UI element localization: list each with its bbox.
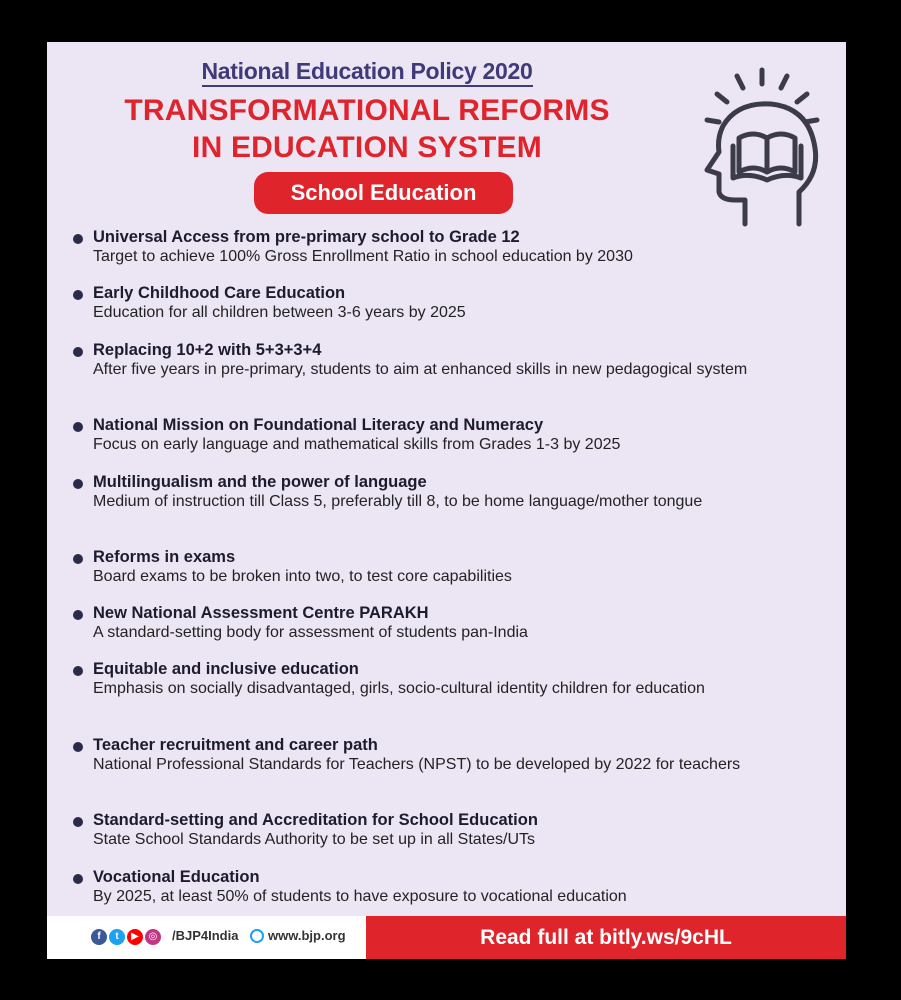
item-title: Universal Access from pre-primary school to Grade 12 <box>93 228 520 246</box>
page-title <box>47 92 687 166</box>
bullet-icon <box>73 874 83 884</box>
list-item <box>67 660 837 698</box>
bullet-icon <box>73 554 83 564</box>
section-badge: School Education <box>254 172 513 214</box>
item-description: A standard-setting body for assessment of students pan-India <box>93 624 528 641</box>
footer-social-bar <box>47 916 366 959</box>
list-item <box>67 811 837 849</box>
item-title: Equitable and inclusive education <box>93 660 359 678</box>
item-title: Teacher recruitment and career path <box>93 736 378 754</box>
bullet-icon <box>73 234 83 244</box>
title-line-1: TRANSFORMATIONAL REFORMS <box>124 94 610 127</box>
item-description: Education for all children between 3-6 years by 2025 <box>93 304 466 321</box>
globe-icon <box>250 929 264 943</box>
instagram-icon[interactable]: ◎ <box>145 929 161 945</box>
bullet-icon <box>73 742 83 752</box>
list-item <box>67 548 837 586</box>
bullet-icon <box>73 422 83 432</box>
item-title: National Mission on Foundational Literacy and Numeracy <box>93 416 544 434</box>
item-description: National Professional Standards for Teachers (NPST) to be developed by 2022 for teachers <box>93 756 741 773</box>
list-item <box>67 416 837 454</box>
facebook-icon[interactable]: f <box>91 929 107 945</box>
item-description: After five years in pre-primary, students to aim at enhanced skills in new pedagogical system <box>93 361 748 378</box>
item-description: State School Standards Authority to be set up in all States/UTs <box>93 831 536 848</box>
list-item <box>67 228 837 266</box>
item-description: Target to achieve 100% Gross Enrollment Ratio in school education by 2030 <box>93 248 633 265</box>
list-item <box>67 284 837 322</box>
bullet-icon <box>73 290 83 300</box>
social-icons <box>91 929 161 946</box>
item-title: Vocational Education <box>93 868 260 886</box>
poster <box>47 42 846 959</box>
website-link[interactable]: www.bjp.org <box>268 928 346 943</box>
twitter-icon[interactable]: t <box>109 929 125 945</box>
item-description: Emphasis on socially disadvantaged, girls, socio-cultural identity children for education <box>93 680 705 697</box>
list-item <box>67 604 837 642</box>
policy-subtitle: National Education Policy 2020 <box>47 58 687 85</box>
bullet-icon <box>73 666 83 676</box>
item-description: Focus on early language and mathematical skills from Grades 1-3 by 2025 <box>93 436 621 453</box>
item-description: By 2025, at least 50% of students to have exposure to vocational education <box>93 888 627 905</box>
bullet-icon <box>73 479 83 489</box>
title-line-2: IN EDUCATION SYSTEM <box>192 131 542 164</box>
bullet-icon <box>73 610 83 620</box>
list-item <box>67 341 837 379</box>
item-title: Standard-setting and Accreditation for School Education <box>93 811 538 829</box>
social-handle[interactable]: /BJP4India <box>172 928 239 943</box>
list-item <box>67 473 837 511</box>
item-title: New National Assessment Centre PARAKH <box>93 604 429 622</box>
list-item <box>67 736 837 774</box>
list-item <box>67 868 837 906</box>
item-title: Replacing 10+2 with 5+3+3+4 <box>93 341 322 359</box>
item-title: Early Childhood Care Education <box>93 284 346 302</box>
item-title: Multilingualism and the power of language <box>93 473 427 491</box>
read-full-link[interactable]: Read full at bitly.ws/9cHL <box>366 916 846 959</box>
item-title: Reforms in exams <box>93 548 236 566</box>
head-with-book-icon <box>687 52 837 227</box>
bullet-icon <box>73 817 83 827</box>
item-description: Board exams to be broken into two, to test core capabilities <box>93 568 512 585</box>
youtube-icon[interactable]: ▶ <box>127 929 143 945</box>
bullet-icon <box>73 347 83 357</box>
item-description: Medium of instruction till Class 5, preferably till 8, to be home language/mother tongue <box>93 493 703 510</box>
